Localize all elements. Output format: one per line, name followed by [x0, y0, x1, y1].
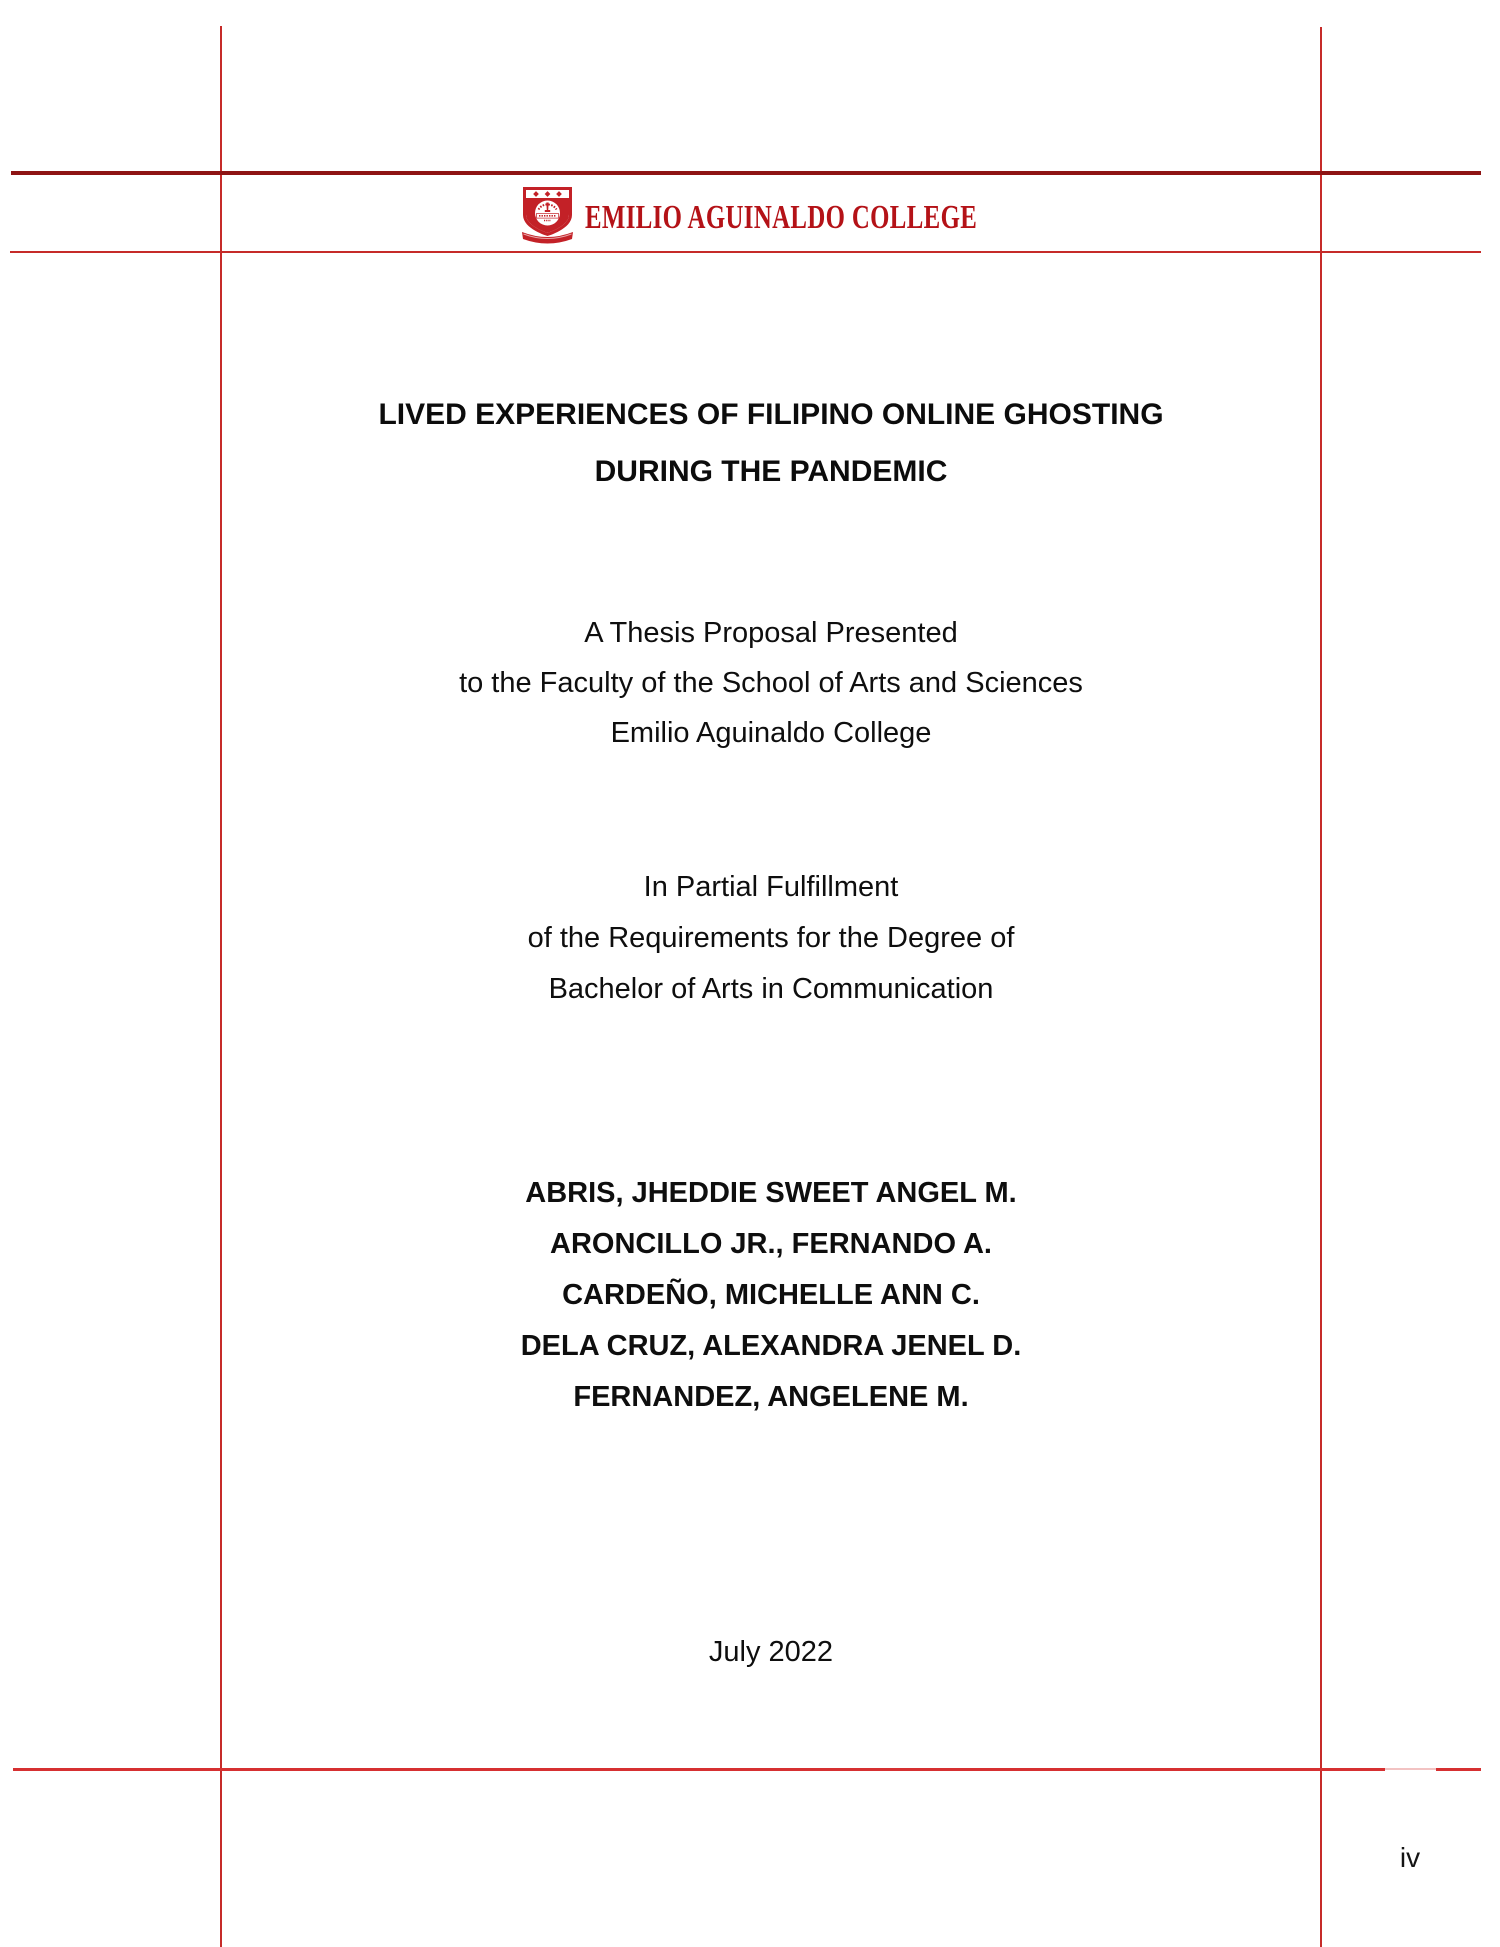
presentation-line3: Emilio Aguinaldo College: [610, 717, 932, 749]
submission-date: July 2022: [708, 1636, 834, 1668]
fulfillment-line1: In Partial Fulfillment: [643, 871, 899, 903]
authors-list: [221, 1168, 1321, 1423]
author-name: CARDEÑO, MICHELLE ANN C.: [562, 1279, 980, 1311]
thesis-title-line1: LIVED EXPERIENCES OF FILIPINO ONLINE GHOSTING: [378, 398, 1164, 431]
thesis-title-line2: DURING THE PANDEMIC: [594, 455, 948, 488]
college-name-text: EMILIO AGUINALDO COLLEGE: [585, 199, 978, 236]
thesis-title: [221, 386, 1321, 500]
header-rule-thin: [10, 251, 1481, 253]
author-name: DELA CRUZ, ALEXANDRA JENEL D.: [520, 1330, 1022, 1362]
college-seal-icon: [519, 186, 576, 246]
fulfillment-line3: Bachelor of Arts in Communication: [548, 973, 994, 1005]
presentation-statement: [221, 608, 1321, 758]
header-rule-thick: [11, 171, 1481, 175]
footer-rule: [13, 1768, 1481, 1771]
author-name: FERNANDEZ, ANGELENE M.: [573, 1381, 969, 1413]
fulfillment-line2: of the Requirements for the Degree of: [527, 922, 1015, 954]
footer-rule-gap-line: [1385, 1768, 1436, 1770]
author-name: ABRIS, JHEDDIE SWEET ANGEL M.: [525, 1177, 1017, 1209]
college-name: [585, 199, 1122, 237]
page-number: iv: [1399, 1842, 1421, 1873]
fulfillment-statement: [221, 862, 1321, 1015]
presentation-line1: A Thesis Proposal Presented: [584, 617, 958, 649]
presentation-line2: to the Faculty of the School of Arts and Sciences: [459, 667, 1083, 699]
author-name: ARONCILLO JR., FERNANDO A.: [550, 1228, 992, 1260]
